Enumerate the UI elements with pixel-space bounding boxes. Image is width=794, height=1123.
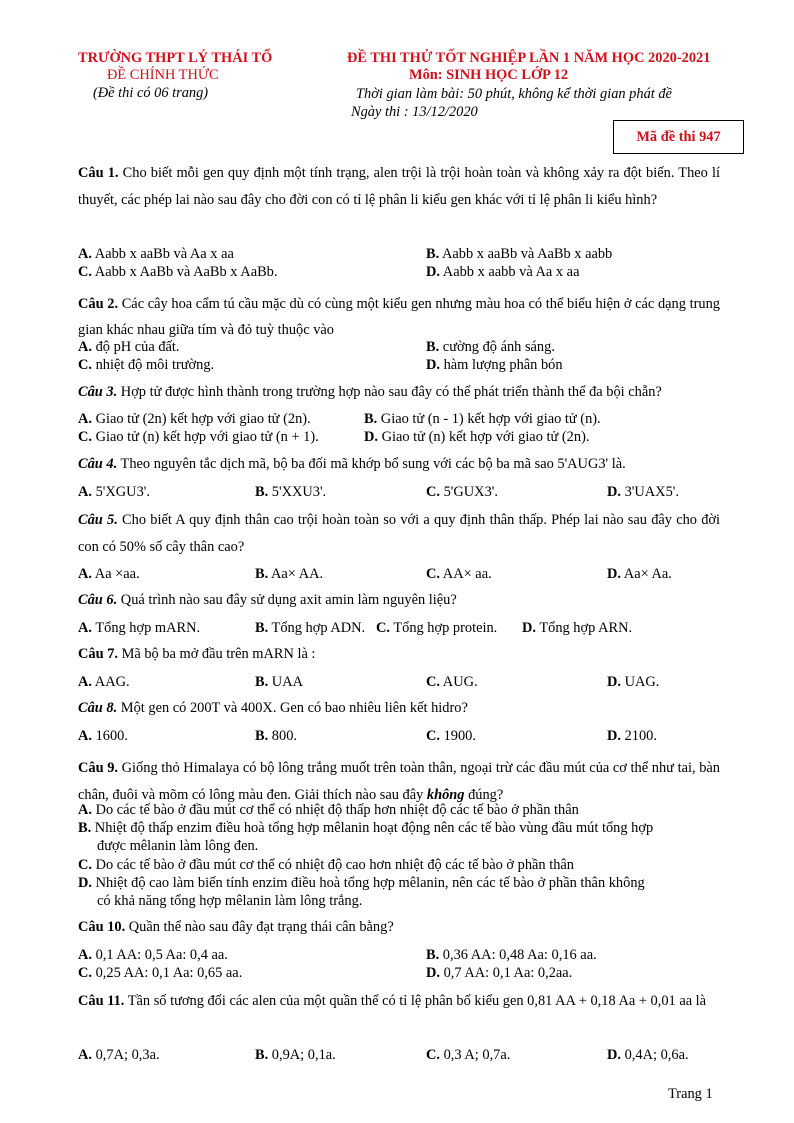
option-2d[interactable]: D. hàm lượng phân bón <box>426 357 563 373</box>
question-5 <box>78 507 720 561</box>
question-10 <box>78 919 394 936</box>
option-7b[interactable]: B. UAA <box>255 674 303 690</box>
exam-code: Mã đề thi 947 <box>636 128 721 145</box>
question-label: Câu 7. <box>78 646 118 662</box>
question-text: Giống thỏ Himalaya có bộ lông trắng muốt trên toàn thân, ngoại trừ các đầu mút của cơ thể như tai, bàn chân, đuôi và mõm có lông màu đen. Giải thích nào sau đây <box>78 760 720 803</box>
exam-code-box <box>613 120 744 154</box>
option-10a[interactable]: A. 0,1 AA: 0,5 Aa: 0,4 aa. <box>78 947 228 963</box>
option-9d[interactable]: D. Nhiệt độ cao làm biến tính enzim điều hoà tổng hợp mêlanin, nên các tế bào ở phần thân không <box>78 875 645 891</box>
option-1c[interactable]: C. Aabb x AaBb và AaBb x AaBb. <box>78 264 278 280</box>
question-text: Hợp tử được hình thành trong trường hợp nào sau đây có thể phát triển thành thể đa bội chẵn? <box>117 384 662 400</box>
option-8a[interactable]: A. 1600. <box>78 728 128 744</box>
question-text: Cho biết mỗi gen quy định một tính trạng, alen trội là trội hoàn toàn và không xảy ra đột biến. Theo lí thuyết, các phép lai nào sau đây cho đời con có tỉ lệ phân li kiểu gen khác với tỉ lệ phân li kiểu hình? <box>78 165 720 208</box>
option-9a[interactable]: A. Do các tế bào ở đầu mút cơ thể có nhiệt độ thấp hơn nhiệt độ các tế bào ở phần thân <box>78 802 579 818</box>
option-1b[interactable]: B. Aabb x aaBb và AaBb x aabb <box>426 246 613 262</box>
option-4c[interactable]: C. 5'GUX3'. <box>426 484 498 500</box>
option-10b[interactable]: B. 0,36 AA: 0,48 Aa: 0,16 aa. <box>426 947 597 963</box>
time-note: Thời gian làm bài: 50 phút, không kể thời gian phát đề <box>356 86 672 102</box>
option-7c[interactable]: C. AUG. <box>426 674 478 690</box>
question-9: Câu 9. Giống thỏ Himalaya có bộ lông trắng muốt trên toàn thân, ngoại trừ các đầu mút của cơ thể như tai, bàn chân, đuôi và mõm có lông màu đen. Giải thích nào sau đây không đúng? <box>78 760 720 803</box>
school-name: TRƯỜNG THPT LÝ THÁI TỔ <box>78 50 273 66</box>
page-count: (Đề thi có 06 trang) <box>93 85 209 101</box>
question-label: Câu 11. <box>78 993 125 1009</box>
option-1d[interactable]: D. Aabb x aabb và Aa x aa <box>426 264 580 280</box>
question-7 <box>78 646 315 663</box>
question-6 <box>78 592 457 609</box>
option-2a[interactable]: A. độ pH của đất. <box>78 339 180 355</box>
option-3d[interactable]: D. Giao tử (n) kết hợp với giao tử (2n). <box>364 429 590 445</box>
question-text: Cho biết A quy định thân cao trội hoàn toàn so với a quy định thân thấp. Phép lai nào sau đây cho đời con có 50% số cây thân cao? <box>78 512 720 555</box>
official-label: ĐỀ CHÍNH THỨC <box>107 67 219 83</box>
option-1a[interactable]: A. Aabb x aaBb và Aa x aa <box>78 246 234 262</box>
option-3c[interactable]: C. Giao tử (n) kết hợp với giao tử (n + 1). <box>78 429 319 445</box>
option-9b-continued: được mêlanin làm lông đen. <box>97 838 259 854</box>
question-text: Mã bộ ba mở đầu trên mARN là : <box>117 646 316 662</box>
option-8d[interactable]: D. 2100. <box>607 728 657 744</box>
option-11d[interactable]: D. 0,4A; 0,6a. <box>607 1047 689 1063</box>
exam-date: Ngày thi : 13/12/2020 <box>351 104 478 120</box>
question-label: Câu 8. <box>78 700 118 716</box>
option-5a[interactable]: A. Aa ×aa. <box>78 566 140 582</box>
question-1 <box>78 160 720 214</box>
question-label: Câu 1. <box>78 165 119 181</box>
question-label: Câu 4. <box>78 456 118 472</box>
question-label: Câu 3. <box>78 384 118 400</box>
question-label: Câu 10. <box>78 919 126 935</box>
question-4 <box>78 456 626 473</box>
option-8c[interactable]: C. 1900. <box>426 728 476 744</box>
option-6a[interactable]: A. Tổng hợp mARN. <box>78 620 201 636</box>
option-6d[interactable]: D. Tổng hợp ARN. <box>522 620 633 636</box>
page-number: Trang 1 <box>668 1086 713 1102</box>
option-11b[interactable]: B. 0,9A; 0,1a. <box>255 1047 336 1063</box>
option-9c[interactable]: C. Do các tế bào ở đầu mút cơ thể có nhiệt độ cao hơn nhiệt độ các tế bào ở phần thân <box>78 857 574 873</box>
option-4b[interactable]: B. 5'XXU3'. <box>255 484 327 500</box>
question-label: Câu 9. <box>78 760 119 776</box>
option-6c[interactable]: C. Tổng hợp protein. <box>376 620 498 636</box>
question-emphasis: không <box>426 787 465 803</box>
question-text: Các cây hoa cẩm tú cầu mặc dù có cùng một kiểu gen nhưng màu hoa có thể biểu hiện ở các dạng trung gian khác nhau giữa tím và đỏ tuỳ thuộc vào <box>78 296 720 338</box>
question-2 <box>78 291 720 343</box>
option-11a[interactable]: A. 0,7A; 0,3a. <box>78 1047 160 1063</box>
option-10c[interactable]: C. 0,25 AA: 0,1 Aa: 0,65 aa. <box>78 965 243 981</box>
option-8b[interactable]: B. 800. <box>255 728 297 744</box>
option-4d[interactable]: D. 3'UAX5'. <box>607 484 679 500</box>
question-text: Theo nguyên tắc dịch mã, bộ ba đối mã khớp bổ sung với các bộ ba mã sao 5'AUG3' là. <box>117 456 626 472</box>
option-7a[interactable]: A. AAG. <box>78 674 130 690</box>
subject-title: Môn: SINH HỌC LỚP 12 <box>409 67 569 83</box>
question-text: Quần thể nào sau đây đạt trạng thái cân bằng? <box>125 919 394 935</box>
option-9d-continued: có khả năng tổng hợp mêlanin làm lông trắng. <box>97 893 363 909</box>
option-5c[interactable]: C. AA× aa. <box>426 566 492 582</box>
option-6b[interactable]: B. Tổng hợp ADN. <box>255 620 366 636</box>
question-text: Một gen có 200T và 400X. Gen có bao nhiêu liên kết hidro? <box>117 700 468 716</box>
option-2b[interactable]: B. cường độ ánh sáng. <box>426 339 555 355</box>
option-10d[interactable]: D. 0,7 AA: 0,1 Aa: 0,2aa. <box>426 965 573 981</box>
question-text: Tần số tương đối các alen của một quần thể có tỉ lệ phân bố kiểu gen 0,81 AA + 0,18 Aa + 0,01 aa là <box>124 993 707 1009</box>
option-3b[interactable]: B. Giao tử (n - 1) kết hợp với giao tử (n). <box>364 411 601 427</box>
option-9b[interactable]: B. Nhiệt độ thấp enzim điều hoà tổng hợp mêlanin hoạt động nên các tế bào vùng đầu mút tổng hợp <box>78 820 654 836</box>
question-8 <box>78 700 468 717</box>
option-5d[interactable]: D. Aa× Aa. <box>607 566 672 582</box>
question-3 <box>78 384 662 401</box>
option-3a[interactable]: A. Giao tử (2n) kết hợp với giao tử (2n). <box>78 411 311 427</box>
option-4a[interactable]: A. 5'XGU3'. <box>78 484 150 500</box>
question-11 <box>78 988 720 1015</box>
question-text: Quá trình nào sau đây sử dụng axit amin làm nguyên liệu? <box>117 592 457 608</box>
option-5b[interactable]: B. Aa× AA. <box>255 566 324 582</box>
option-2c[interactable]: C. nhiệt độ môi trường. <box>78 357 215 373</box>
option-7d[interactable]: D. UAG. <box>607 674 660 690</box>
question-label: Câu 2. <box>78 296 119 312</box>
question-label: Câu 5. <box>78 512 118 528</box>
exam-title: ĐỀ THI THỬ TỐT NGHIỆP LẦN 1 NĂM HỌC 2020-2021 <box>347 50 711 66</box>
option-11c[interactable]: C. 0,3 A; 0,7a. <box>426 1047 511 1063</box>
question-label: Câu 6. <box>78 592 118 608</box>
